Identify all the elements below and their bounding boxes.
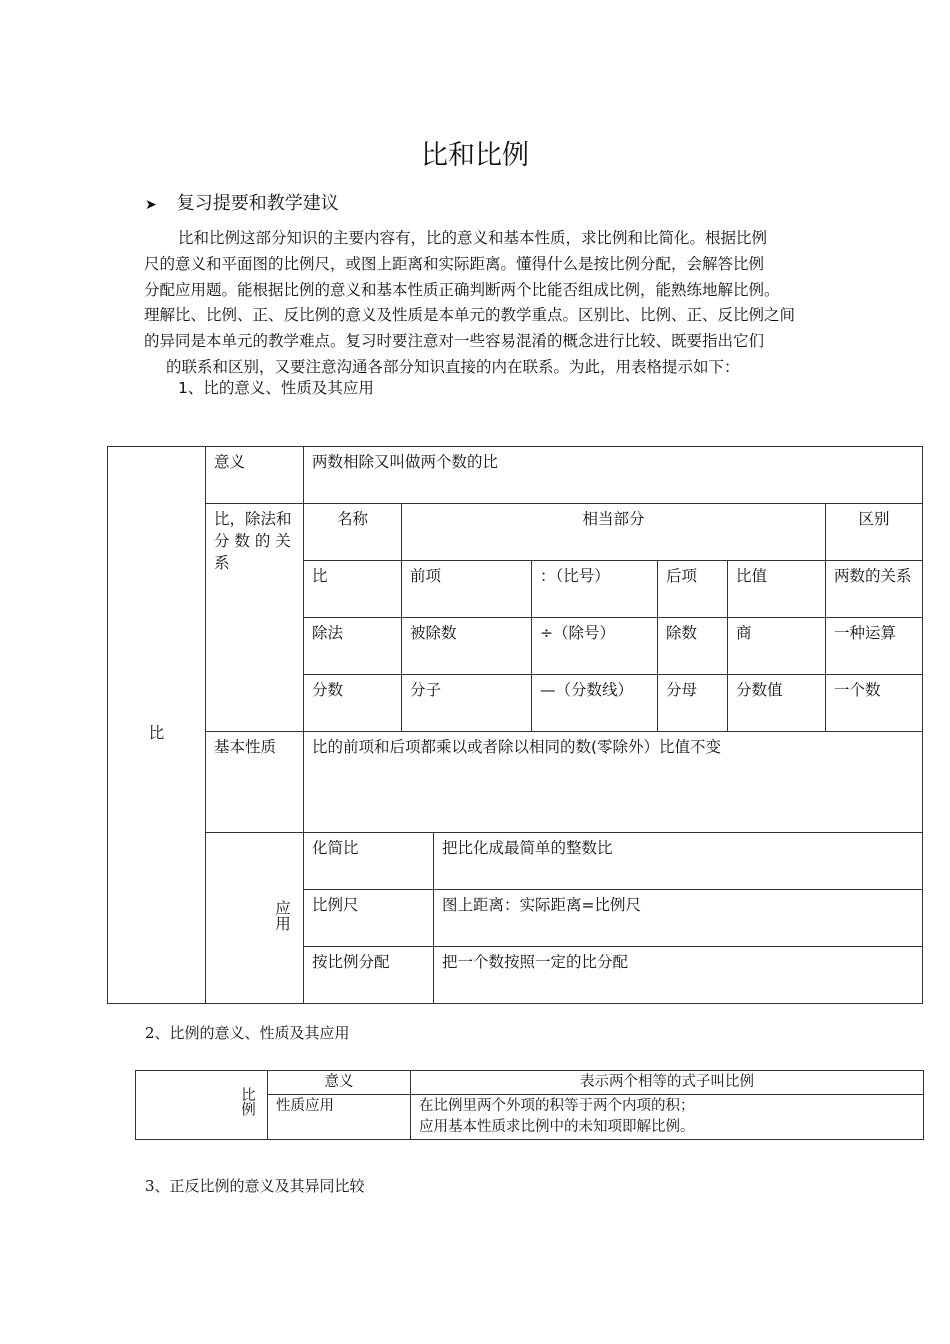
table-cell: 分数值: [728, 675, 826, 732]
col-part-header: 相当部分: [402, 504, 826, 561]
proportion-label-cell: [136, 1071, 268, 1140]
table-cell: 商: [728, 618, 826, 675]
table-cell: 后项: [658, 561, 728, 618]
property-label: 性质应用: [268, 1095, 411, 1140]
table-cell: —（分数线）: [532, 675, 658, 732]
application-label-cell: [206, 833, 304, 1004]
proportion-label: 比例: [239, 1087, 255, 1116]
ratio-main-label: 比: [108, 447, 206, 1004]
meaning-label: 意义: [206, 447, 304, 504]
table-cell: 比: [304, 561, 402, 618]
table-cell: 图上距离：实际距离=比例尺: [434, 890, 923, 947]
page-title: 比和比例: [421, 140, 529, 171]
paragraph-line: 尺的意义和平面图的比例尺，或图上距离和实际距离。懂得什么是按比例分配，会解答比例: [144, 254, 765, 273]
paragraph-line: 的异同是本单元的教学难点。复习时要注意对一些容易混淆的概念进行比较、既要指出它们: [144, 332, 765, 351]
subsection-heading-1: 1、比的意义、性质及其应用: [178, 379, 374, 397]
relation-label: 比，除法和分 数 的 关系: [206, 504, 304, 732]
proportion-table: [135, 1070, 924, 1140]
property-label: 基本性质: [206, 732, 304, 833]
table-cell: 除法: [304, 618, 402, 675]
col-diff-header: 区别: [826, 504, 923, 561]
table-cell: ：（比号）: [532, 561, 658, 618]
table-cell: ÷（除号）: [532, 618, 658, 675]
table-cell: 一种运算: [826, 618, 923, 675]
table-cell: 被除数: [402, 618, 532, 675]
col-name-header: 名称: [304, 504, 402, 561]
property-text: 比的前项和后项都乘以或者除以相同的数(零除外）比值不变: [304, 732, 923, 833]
table-cell: 化简比: [304, 833, 434, 890]
paragraph-line: 分配应用题。能根据比例的意义和基本性质正确判断两个比能否组成比例，能熟练地解比例。: [144, 280, 780, 299]
paragraph-line: 理解比、比例、正、反比例的意义及性质是本单元的教学重点。区别比、比例、正、反比例之间: [144, 306, 796, 325]
table-cell: 分数: [304, 675, 402, 732]
arrow-bullet-icon: ➤: [145, 197, 157, 213]
section-heading-text: 复习提要和教学建议: [176, 193, 339, 214]
property-line: 应用基本性质求比例中的未知项即解比例。: [419, 1119, 695, 1135]
meaning-text: 表示两个相等的式子叫比例: [411, 1071, 924, 1095]
table-cell: 分母: [658, 675, 728, 732]
subsection-heading-2: 2、比例的意义、性质及其应用: [145, 1024, 350, 1042]
table-cell: 分子: [402, 675, 532, 732]
intro-paragraph: [144, 226, 810, 381]
property-line: 在比例里两个外项的积等于两个内项的积；: [419, 1098, 695, 1114]
table-cell: 前项: [402, 561, 532, 618]
subsection-heading-3: 3、正反比例的意义及其异同比较: [145, 1177, 365, 1195]
table-cell: 把一个数按照一定的比分配: [434, 947, 923, 1004]
table-cell: 按比例分配: [304, 947, 434, 1004]
paragraph-line: 比和比例这部分知识的主要内容有，比的意义和基本性质，求比例和比简化。根据比例: [178, 229, 768, 247]
table-cell: 比值: [728, 561, 826, 618]
property-text: [411, 1095, 924, 1140]
meaning-text: 两数相除又叫做两个数的比: [304, 447, 923, 504]
table-cell: 两数的关系: [826, 561, 923, 618]
ratio-table: [107, 446, 923, 1004]
paragraph-line: 的联系和区别，又要注意沟通各部分知识直接的内在联系。为此，用表格提示如下：: [166, 357, 740, 376]
meaning-label: 意义: [268, 1071, 411, 1095]
table-cell: 除数: [658, 618, 728, 675]
table-cell: 把比化成最简单的整数比: [434, 833, 923, 890]
section-heading: [145, 189, 339, 215]
table-cell: 一个数: [826, 675, 923, 732]
application-label: 应用: [273, 899, 291, 931]
table-cell: 比例尺: [304, 890, 434, 947]
